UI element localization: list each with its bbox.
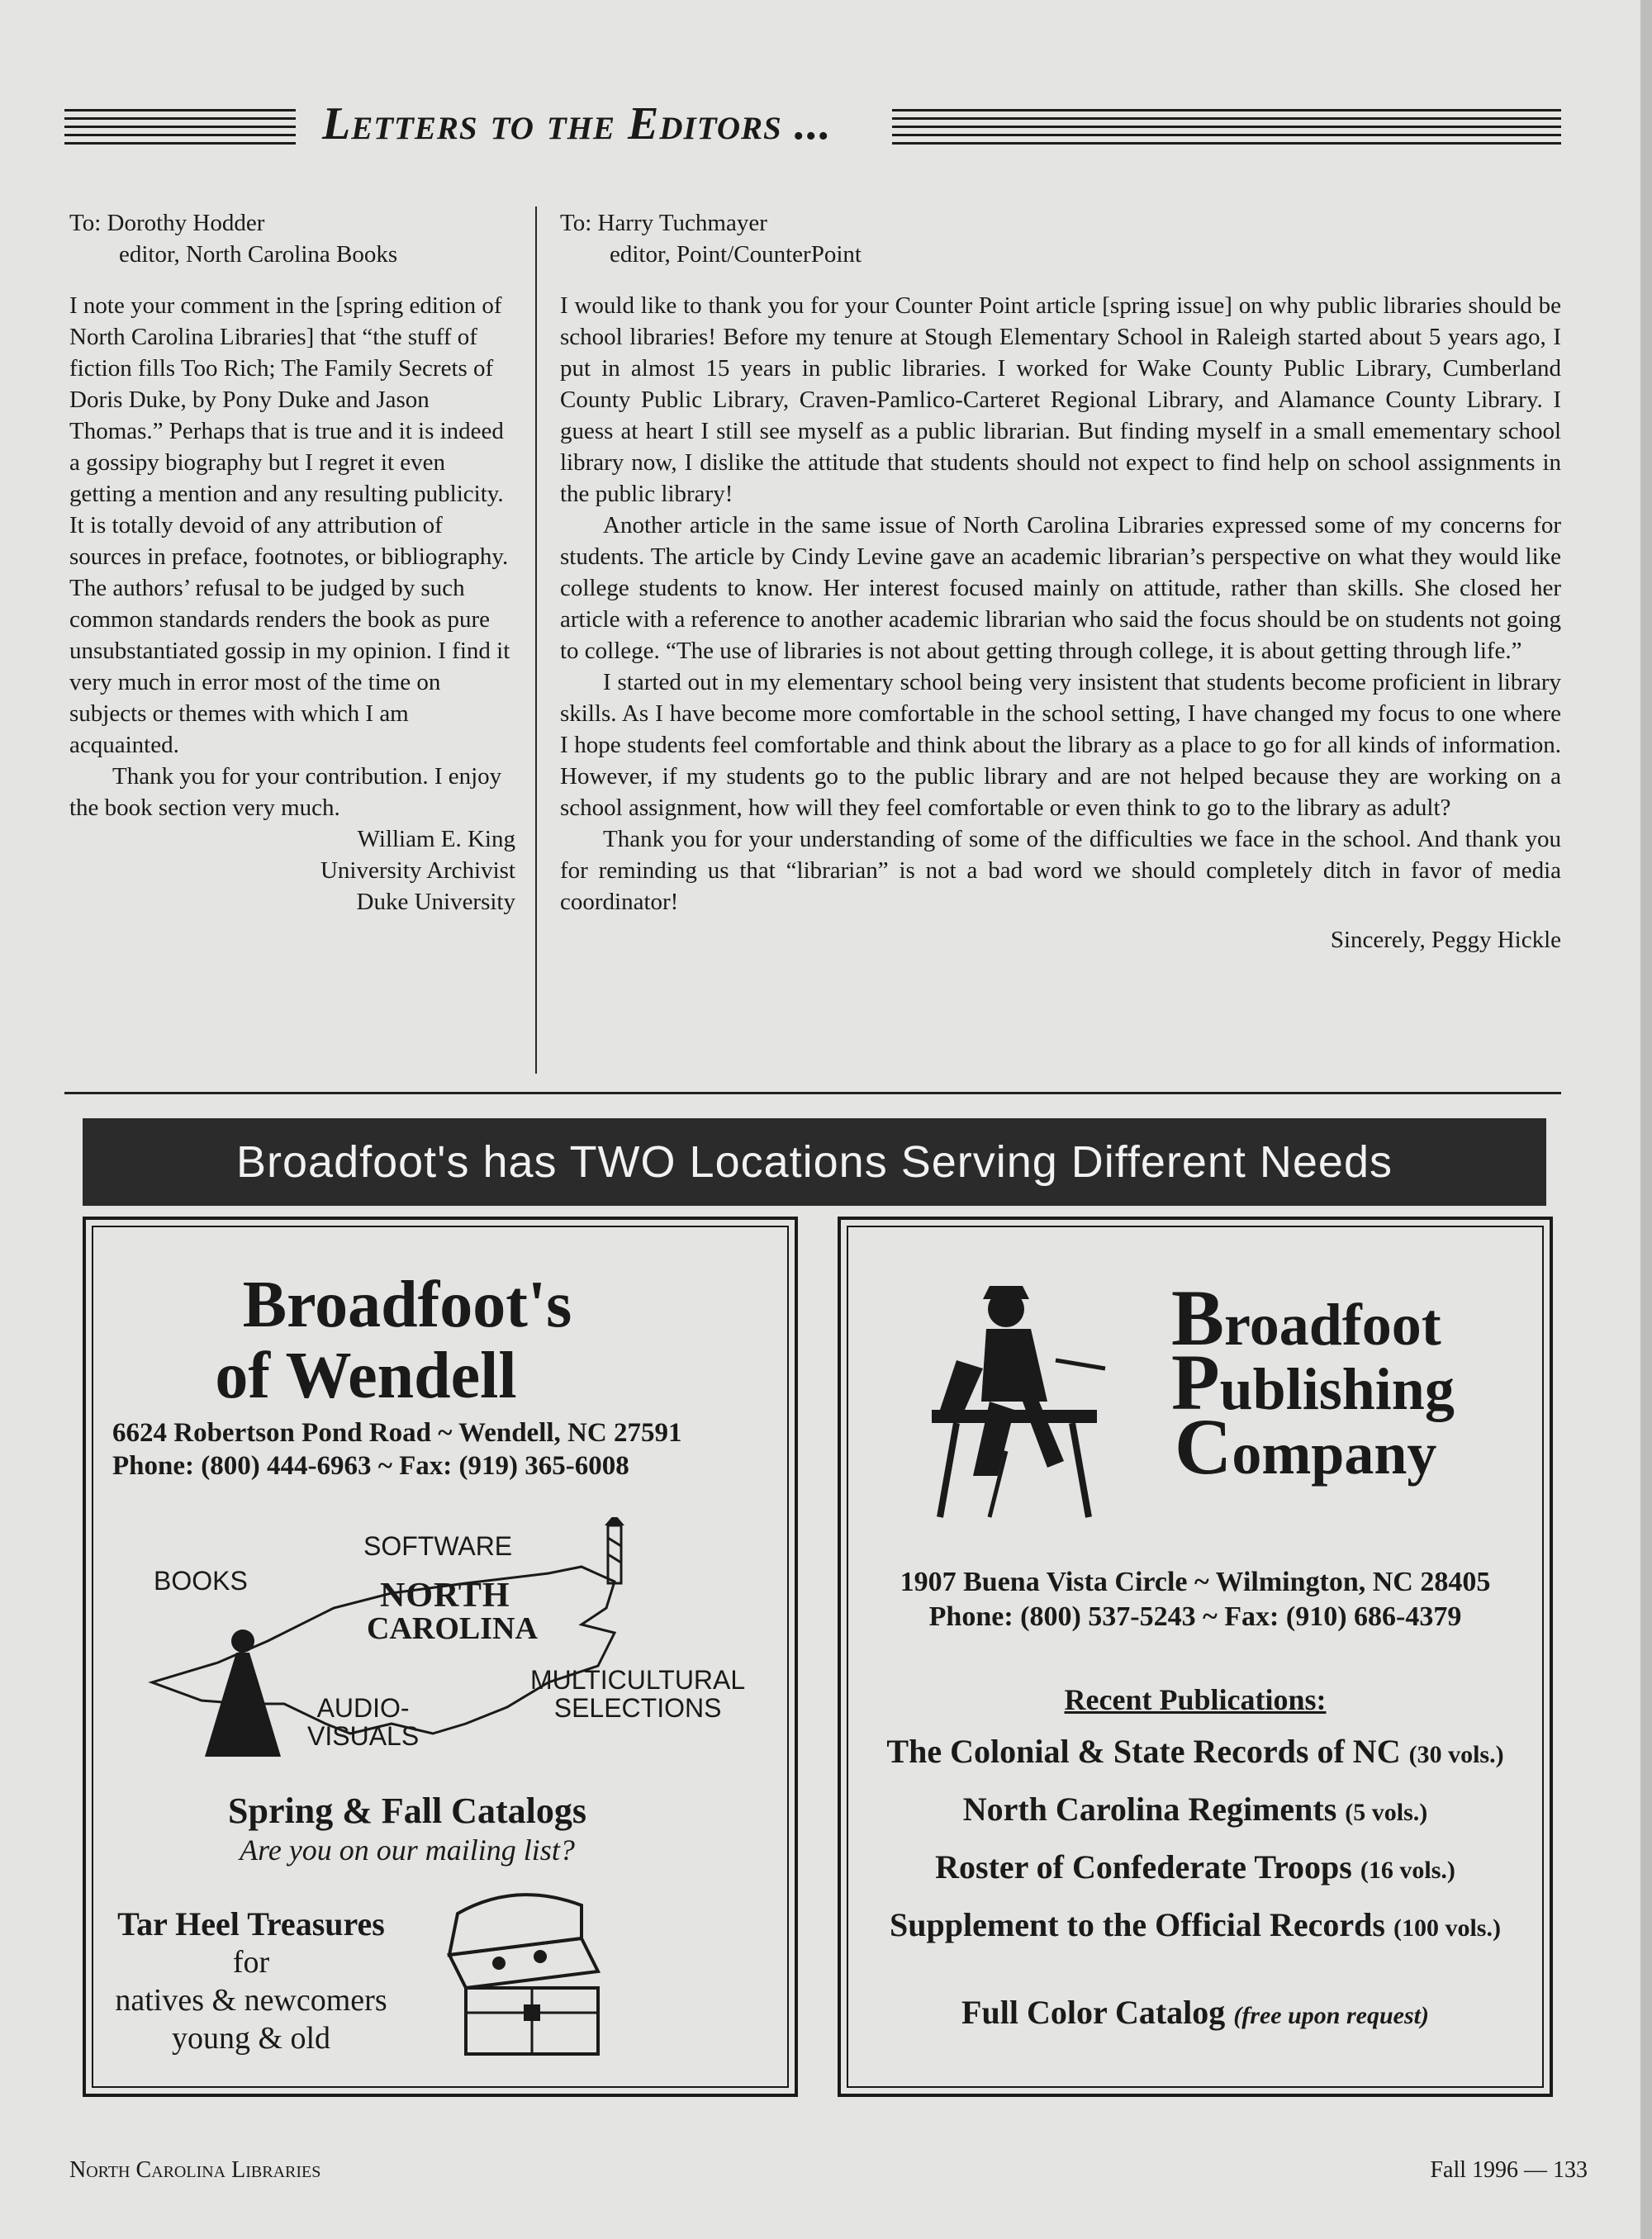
publication-item xyxy=(841,1993,1550,2032)
title-rest: roadfoot xyxy=(1224,1292,1441,1358)
publication-title: Supplement to the Official Records xyxy=(890,1906,1385,1943)
signature-institution: Duke University xyxy=(356,889,515,915)
wendell-address: 6624 Robertson Pond Road ~ Wendell, NC 27591 xyxy=(112,1418,682,1448)
letter-right-paragraph: Thank you for your understanding of some of the difficulties we face in the school. And thank you for reminding us that “librarian” is not a bad word we should completely ditch in favor of media coordinator! xyxy=(560,826,1561,915)
publication-item xyxy=(841,1732,1550,1771)
treasure-chest-icon xyxy=(433,1881,615,2062)
publication-item xyxy=(841,1905,1550,1944)
letter-right-paragraph: Another article in the same issue of North Carolina Libraries expressed some of my concerns for students. The article by Cindy Levine gave an academic librarian’s perspective on what they would like college students to know. Her interest focused mainly on attitude, rather than skills. She closed her article with a reference to another academic librarian who said the focus should be on students not going to college. “The use of libraries is not about getting through college, it is about getting through life.” xyxy=(560,512,1561,664)
catalogs-heading: Spring & Fall Catalogs xyxy=(228,1791,586,1831)
letter-right-paragraph: I would like to thank you for your Counter Point article [spring issue] on why public libraries should be school libraries! Before my tenure at Stough Elementary School in Raleigh started about 5 years ago, I put in almost 15 years in public libraries. I worked for Wake County Public Library, Cumberland County Public Library, Craven-Pamlico-Carteret Regional Library, and Alamance County Library. I guess at heart I still see myself as a public librarian. But finding myself in a small emementary school library now, I dislike the attitude that students should not expect to find help on school assignments in the public library! xyxy=(560,292,1561,507)
map-label-multicultural-l2: SELECTIONS xyxy=(553,1693,722,1723)
map-label-software: SOFTWARE xyxy=(363,1531,513,1561)
letter-left-to: To: Dorothy Hodder xyxy=(69,210,265,236)
treasure-line: natives & newcomers xyxy=(115,1983,387,2018)
lighthouse-icon xyxy=(605,1517,624,1583)
header-rules-right xyxy=(892,109,1561,144)
publication-vols: (16 vols.) xyxy=(1360,1857,1455,1884)
letter-right-to: To: Harry Tuchmayer xyxy=(560,210,767,236)
publication-item xyxy=(841,1848,1550,1886)
treasure-line: for xyxy=(232,1945,270,1980)
publication-title: North Carolina Regiments xyxy=(962,1791,1337,1828)
letter-right xyxy=(560,207,1561,956)
ad-broadfoots-wendell xyxy=(83,1217,798,2097)
map-label-multicultural-l1: MULTICULTURAL xyxy=(530,1665,746,1695)
recent-publications-heading: Recent Publications: xyxy=(1064,1683,1327,1716)
letter-left-to-sub: editor, North Carolina Books xyxy=(119,241,398,268)
letter-right-to-sub: editor, Point/CounterPoint xyxy=(610,241,862,268)
map-label-audio-visuals xyxy=(307,1694,419,1750)
soldier-writing-icon xyxy=(907,1269,1122,1550)
wendell-title-line2: of Wendell xyxy=(215,1340,517,1412)
publication-vols: (free upon request) xyxy=(1233,2002,1429,2029)
ad-broadfoot-publishing xyxy=(838,1217,1553,2097)
section-header xyxy=(64,98,1561,152)
publication-vols: (30 vols.) xyxy=(1408,1741,1504,1768)
map-label-multicultural xyxy=(530,1666,745,1722)
title-rest: ublishing xyxy=(1219,1356,1455,1422)
ad-banner: Broadfoot's has TWO Locations Serving Different Needs xyxy=(83,1118,1546,1206)
letter-left-paragraph: I note your comment in the [spring edition of North Carolina Libraries] that “the stuff of fiction fills Too Rich; The Family Secrets of Doris Duke, by Pony Duke and Jason Thomas.” Perhaps that is true and it is indeed a gossipy biography but I regret it even getting a mention and any resulting publicity. It is totally devoid of any attribution of sources in preface, footnotes, or bibliography. The authors’ refusal to be judged by such common standards renders the book as pure unsubstantiated gossip in my opinion. I find it very much in error most of the time on subjects or themes with which I am acquainted. xyxy=(69,292,510,758)
letter-left xyxy=(69,207,515,918)
drop-cap: B xyxy=(1171,1274,1225,1362)
page-title: Letters to the Editors ... xyxy=(322,98,832,149)
publication-item xyxy=(841,1790,1550,1829)
signature-title: University Archivist xyxy=(320,857,515,884)
wendell-title-line1: Broadfoot's xyxy=(242,1269,572,1341)
map-label-north: NORTH xyxy=(380,1577,510,1615)
drop-cap: P xyxy=(1171,1338,1220,1426)
footer-journal-name: North Carolina Libraries xyxy=(69,2157,321,2183)
wendell-phone: Phone: (800) 444-6963 ~ Fax: (919) 365-6008 xyxy=(112,1451,629,1481)
publishing-address: 1907 Buena Vista Circle ~ Wilmington, NC 28405 xyxy=(900,1567,1491,1597)
letter-right-signoff: Sincerely, Peggy Hickle xyxy=(1330,927,1561,953)
map-label-audio-l2: VISUALS xyxy=(307,1721,420,1751)
footer-issue-page: Fall 1996 — 133 xyxy=(1430,2157,1588,2183)
page-edge-shadow xyxy=(1640,0,1652,2239)
section-divider xyxy=(64,1092,1561,1094)
publication-title: The Colonial & State Records of NC xyxy=(886,1733,1401,1770)
publication-vols: (5 vols.) xyxy=(1345,1799,1428,1826)
publication-title: Roster of Confederate Troops xyxy=(935,1848,1352,1886)
header-rules-left xyxy=(64,109,296,144)
mailing-list-question: Are you on our mailing list? xyxy=(240,1833,575,1867)
map-label-books: BOOKS xyxy=(154,1566,248,1596)
column-divider xyxy=(535,206,537,1074)
publication-vols: (100 vols.) xyxy=(1393,1914,1501,1942)
drop-cap: C xyxy=(1175,1402,1232,1491)
publishing-title-line3 xyxy=(1175,1402,1437,1491)
map-label-audio-l1: AUDIO- xyxy=(316,1693,410,1723)
treasure-line: young & old xyxy=(171,2021,331,2056)
letter-left-paragraph: Thank you for your contribution. I enjoy the book section very much. xyxy=(69,763,502,821)
letter-right-paragraph: I started out in my elementary school being very insistent that students become proficient in library skills. As I have become more comfortable in the school setting, I have changed my focus to one where I hope students feel comfortable and think about the library as a place to go for all kinds of information. However, if my students go to the public library and are not helped because they are working on a school assignment, how will they feel comfortable or even think to go to the library as adult? xyxy=(560,669,1561,821)
publication-title: Full Color Catalog xyxy=(961,1994,1226,2031)
signature-name: William E. King xyxy=(357,826,515,852)
publishing-phone: Phone: (800) 537-5243 ~ Fax: (910) 686-4379 xyxy=(928,1601,1462,1632)
treasure-title: Tar Heel Treasures xyxy=(117,1905,385,1943)
woman-silhouette-icon xyxy=(205,1629,281,1757)
title-rest: ompany xyxy=(1232,1421,1437,1487)
map-label-carolina: CAROLINA xyxy=(367,1611,538,1646)
